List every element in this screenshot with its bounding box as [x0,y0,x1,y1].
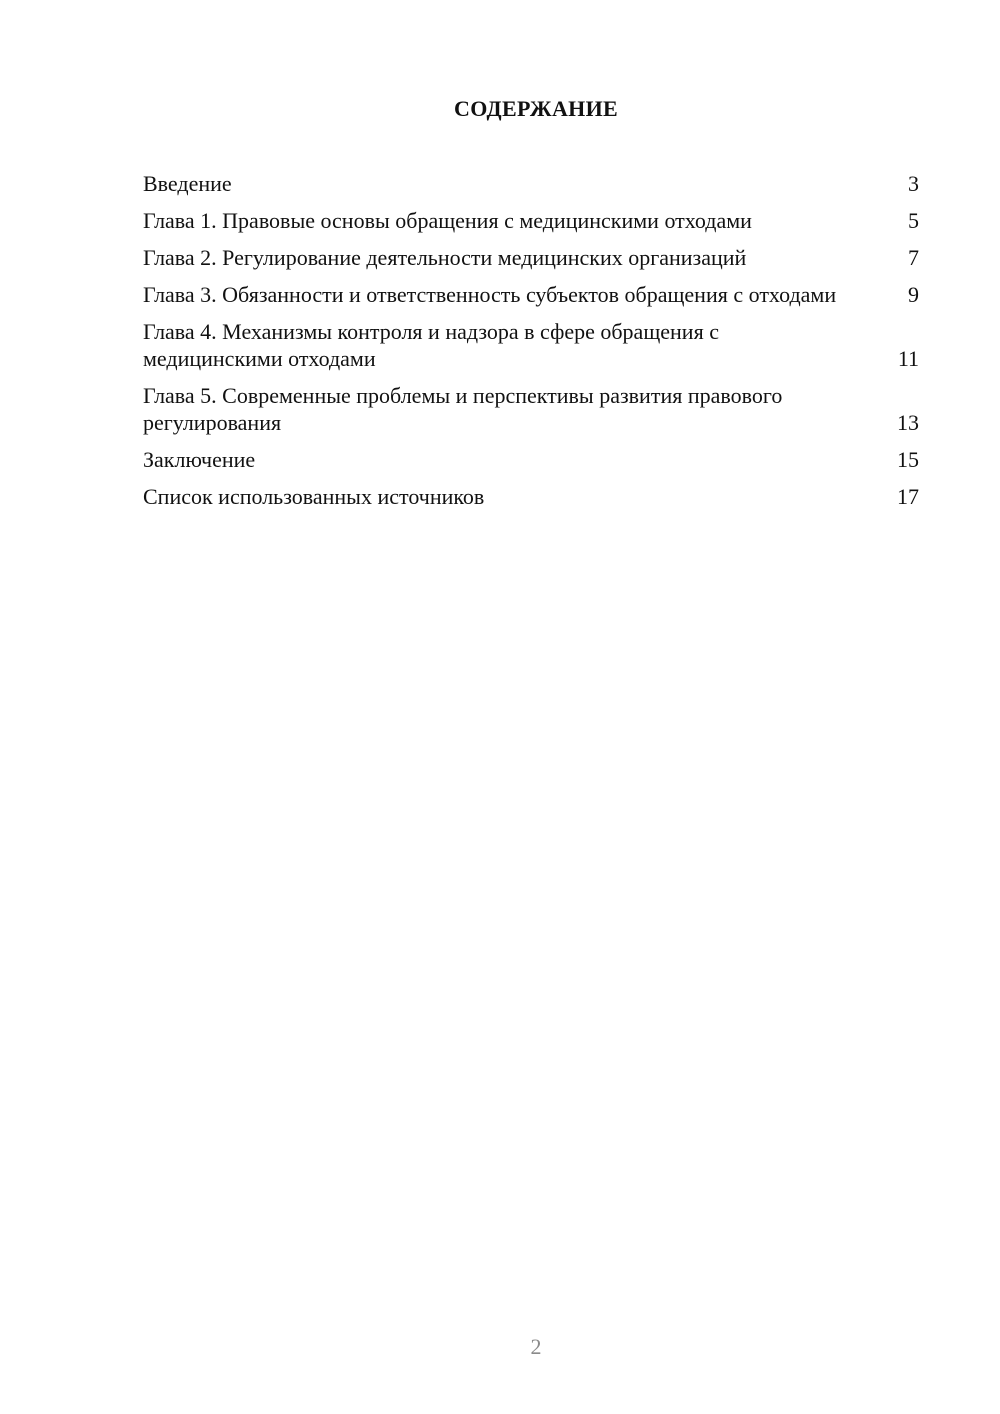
toc-entry-chapter-3 [143,281,919,308]
toc-entry-text: Глава 2. Регулирование деятельности медицинских организаций [143,245,747,270]
toc-entry-page: 11 [897,346,919,371]
toc-entry-references [143,483,919,510]
toc-entry-introduction [143,170,919,197]
toc-entry-page: 3 [908,171,919,196]
toc-entry-page: 13 [897,410,919,435]
toc-title: СОДЕРЖАНИЕ [454,96,618,121]
toc-entry-text: Глава 3. Обязанности и ответственность субъектов обращения с отходами [143,282,837,307]
toc-entry-page: 15 [897,447,919,472]
toc-entry-text: Глава 1. Правовые основы обращения с медицинскими отходами [143,208,752,233]
toc-entry-text: Глава 5. Современные проблемы и перспективы развития правового регулирования [143,383,783,435]
toc-entry-text: Список использованных источников [143,484,485,509]
toc-entry-page: 7 [908,245,919,270]
toc-entry-chapter-2 [143,244,919,271]
toc-entry-page: 9 [908,282,919,307]
toc-entry-text: Глава 4. Механизмы контроля и надзора в сфере обращения с медицинскими отходами [143,319,719,371]
toc-entry-text: Введение [143,171,232,196]
toc-entry-chapter-1 [143,207,919,234]
toc-entry-page: 5 [908,208,919,233]
toc-entry-chapter-5 [143,382,919,436]
toc-entry-conclusion [143,446,919,473]
toc-entry-text: Заключение [143,447,256,472]
page-number: 2 [530,1334,542,1359]
toc-entry-page: 17 [897,484,919,509]
table-of-contents [143,170,919,520]
toc-entry-chapter-4 [143,318,919,372]
